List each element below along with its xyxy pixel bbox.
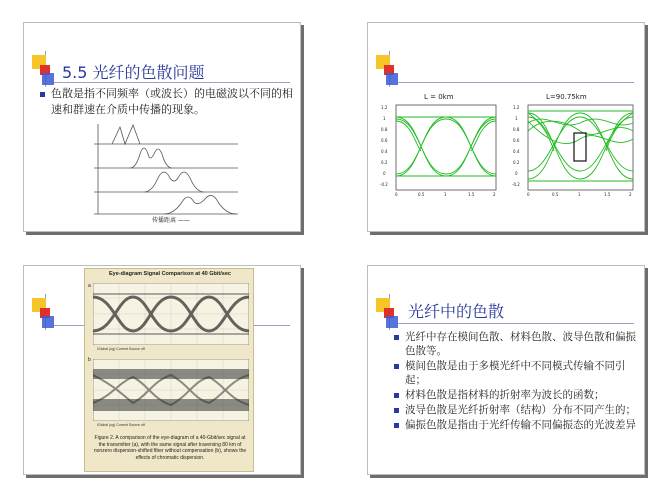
- svg-text:1.2: 1.2: [381, 105, 388, 110]
- bullet-list: [394, 330, 638, 432]
- svg-text:0: 0: [383, 171, 386, 176]
- title-rule: [54, 82, 290, 83]
- svg-text:2: 2: [629, 192, 632, 197]
- svg-text:0.8: 0.8: [513, 127, 520, 132]
- plot-label: L=90.75km: [546, 93, 587, 101]
- figure-heading: Eye-diagram Signal Comparison at 40 Gbit/sec: [109, 271, 231, 277]
- svg-text:0: 0: [527, 192, 530, 197]
- panel-b-label: b: [88, 357, 91, 363]
- svg-text:1: 1: [578, 192, 581, 197]
- eye-diagram-left: [376, 91, 501, 201]
- panel-a-label: a: [88, 283, 91, 289]
- slide-3[interactable]: [23, 265, 301, 475]
- slide-4[interactable]: [367, 265, 645, 475]
- plot-label: L = 0km: [424, 93, 454, 101]
- title-rule: [398, 323, 634, 324]
- svg-text:0.8: 0.8: [381, 127, 388, 132]
- slide-2[interactable]: [367, 22, 645, 232]
- bullet-item: 模间色散是由于多模光纤中不同模式传输不同引起；: [394, 359, 638, 387]
- scope-note-a: IGlobal (ug) Current Source off: [97, 347, 145, 351]
- svg-text:1.5: 1.5: [468, 192, 475, 197]
- svg-text:0.6: 0.6: [513, 138, 520, 143]
- svg-text:0.4: 0.4: [513, 149, 520, 154]
- svg-text:1: 1: [515, 116, 518, 121]
- bullet-item: 偏振色散是指由于光纤传输不同偏振态的光波差异: [394, 418, 638, 432]
- svg-text:0.4: 0.4: [381, 149, 388, 154]
- svg-text:0.2: 0.2: [513, 160, 520, 165]
- svg-text:1: 1: [383, 116, 386, 121]
- svg-text:1.5: 1.5: [604, 192, 611, 197]
- figure-caption: 传播距离 ——: [152, 217, 190, 224]
- scope-panel-a: [93, 283, 249, 345]
- svg-text:2: 2: [493, 192, 496, 197]
- svg-text:0.6: 0.6: [381, 138, 388, 143]
- slide-title: 5.5 光纤的色散问题: [62, 63, 205, 82]
- pulse-broadening-figure: [92, 122, 242, 224]
- bullet-item: 材料色散是指材料的折射率为波长的函数；: [394, 388, 638, 402]
- svg-text:-0.2: -0.2: [512, 182, 520, 187]
- bullet-item: 光纤中存在模间色散、材料色散、波导色散和偏振色散等。: [394, 330, 638, 358]
- bullet-item: 波导色散是光纤折射率（结构）分布不同产生的；: [394, 403, 638, 417]
- bullet-list: [40, 86, 295, 118]
- figure-caption: Figure 2. A comparison of the eye-diagram of a 40-Gbit/sec signal at the transmitter (a), with the same signal after traversing 80 km of nonzero dispersion-shifted fiber without compensation (b), shows the effects of chromatic dispersion.: [93, 435, 247, 461]
- scope-panel-b: [93, 359, 249, 421]
- bullet-item: 色散是指不同频率（或波长）的电磁波以不同的相速和群速在介质中传播的现象。: [40, 86, 295, 118]
- svg-text:0.5: 0.5: [418, 192, 425, 197]
- svg-text:0.5: 0.5: [552, 192, 559, 197]
- eye-diagram-right: [508, 91, 638, 201]
- svg-text:0: 0: [515, 171, 518, 176]
- title-rule: [398, 82, 634, 83]
- slide-title: 光纤中的色散: [408, 302, 505, 321]
- eye-diagram-comparison-figure: [84, 268, 254, 472]
- svg-text:1: 1: [444, 192, 447, 197]
- scope-note-b: IGlobal (ug) Current Source off: [97, 423, 145, 427]
- svg-text:-0.2: -0.2: [380, 182, 388, 187]
- svg-text:0.2: 0.2: [381, 160, 388, 165]
- svg-text:0: 0: [395, 192, 398, 197]
- svg-text:1.2: 1.2: [513, 105, 520, 110]
- slide-1[interactable]: [23, 22, 301, 232]
- slide-ornament-icon: [376, 294, 408, 330]
